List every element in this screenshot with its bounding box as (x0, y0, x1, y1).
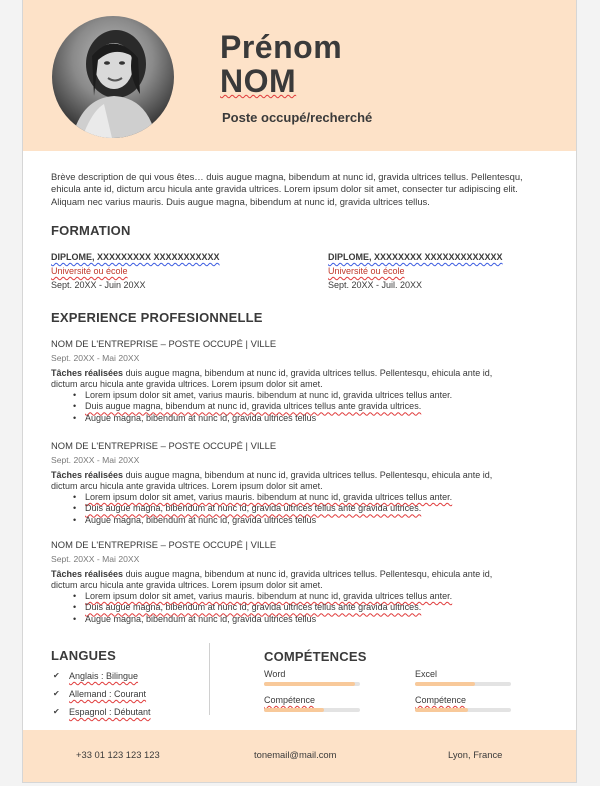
profile-photo (52, 16, 174, 138)
first-name: Prénom (220, 29, 343, 65)
job-desc-bold: Tâches réalisées (51, 569, 124, 579)
language-item: ✔ Anglais : Bilingue (53, 667, 151, 685)
intro-paragraph: Brève description de qui vous êtes… duis augue magna, bibendum at nunc id, gravida ultrices tellus. Pellentesqu, ehicula ante id, dictum arcu hicula ante gravida ultrices. Lorem ipsum dolor sit amet, consecter tur adipiscing elit. Aliquam nec varius mauris. Duis augue magna, bibendum at nunc id, gravida ultrices tellus. (51, 171, 523, 207)
job-title-text: Poste occupé/recherché (222, 110, 373, 125)
job-entry (51, 539, 521, 625)
job-bullet: • Duis augue magna, bibendum at nunc id, gravida ultrices tellus ante gravida ultrices. (85, 602, 521, 613)
skill-item (415, 669, 511, 686)
footer-email: tonemail@mail.com (254, 749, 337, 760)
job-entry (51, 440, 521, 526)
job-desc-text: duis augue magna, bibendum at nunc id, gravida ultrices tellus. Pellentesqu, ehicula ante id, dictum arcu hicula ante gravida ultrices. Lorem ipsum dolor sit amet. (51, 569, 493, 590)
job-bullet: • Duis augue magna, bibendum at nunc id, gravida ultrices tellus ante gravida ultrices. (85, 503, 521, 514)
job-heading: NOM DE L'ENTREPRISE – POSTE OCCUPÉ | VILLE (51, 539, 277, 550)
job-bullet: • Duis augue magna, bibendum at nunc id, gravida ultrices tellus ante gravida ultrices. (85, 401, 521, 412)
skill-bar-fill (415, 682, 475, 686)
education-degree: DIPLOME, XXXXXXXXX XXXXXXXXXXX (51, 252, 220, 262)
skill-item (415, 695, 511, 712)
education-dates: Sept. 20XX - Juil. 20XX (328, 280, 423, 290)
skill-label: Excel (415, 669, 438, 679)
languages-list (53, 667, 151, 721)
job-bullet: • Lorem ipsum dolor sit amet, varius mauris. bibendum at nunc id, gravida ultrices tellus anter. (85, 492, 521, 503)
skill-bar-fill (415, 708, 468, 712)
education-school: Université ou école (51, 266, 128, 276)
job-bullet: • Lorem ipsum dolor sit amet, varius mauris. bibendum at nunc id, gravida ultrices tellus anter. (85, 390, 521, 401)
job-desc-bold: Tâches réalisées (51, 470, 124, 480)
job-title (222, 110, 372, 125)
education-school: Université ou école (328, 266, 405, 276)
skill-bar (264, 682, 360, 686)
education-item (328, 250, 568, 292)
last-name: NOM (220, 63, 297, 99)
skill-bar (415, 682, 511, 686)
footer-phone: +33 01 123 123 123 (76, 749, 160, 760)
job-dates: Sept. 20XX - Mai 20XX (51, 353, 140, 363)
job-dates: Sept. 20XX - Mai 20XX (51, 554, 140, 564)
job-bullet: • Augue magna, bibendum at nunc id, gravida ultrices tellus (85, 515, 521, 526)
job-desc-bold: Tâches réalisées (51, 368, 124, 378)
footer-location: Lyon, France (448, 749, 503, 760)
skill-bar-fill (264, 682, 355, 686)
skill-item (264, 669, 360, 686)
job-bullet: • Lorem ipsum dolor sit amet, varius mauris. bibendum at nunc id, gravida ultrices tellus anter. (85, 591, 521, 602)
competences-title: COMPÉTENCES (264, 649, 367, 664)
skill-label: Compétence (264, 695, 316, 705)
skill-item (264, 695, 360, 712)
job-bullet: • Augue magna, bibendum at nunc id, gravida ultrices tellus (85, 413, 521, 424)
job-bullets (51, 390, 521, 424)
education-degree: DIPLOME, XXXXXXXX XXXXXXXXXXXXX (328, 252, 503, 262)
language-item: ✔ Espagnol : Débutant (53, 703, 151, 721)
section-divider (209, 643, 210, 715)
job-description (51, 368, 521, 390)
header-band (23, 0, 576, 151)
education-item (51, 250, 291, 292)
portrait-image (52, 16, 174, 138)
education-dates: Sept. 20XX - Juin 20XX (51, 280, 146, 290)
footer-band (23, 730, 576, 782)
job-desc-text: duis augue magna, bibendum at nunc id, gravida ultrices tellus. Pellentesqu, ehicula ante id, dictum arcu hicula ante gravida ultrices. Lorem ipsum dolor sit amet. (51, 368, 493, 389)
skill-bar (415, 708, 511, 712)
skill-bar (264, 708, 360, 712)
job-desc-text: duis augue magna, bibendum at nunc id, gravida ultrices tellus. Pellentesqu, ehicula ante id, dictum arcu hicula ante gravida ultrices. Lorem ipsum dolor sit amet. (51, 470, 493, 491)
job-bullet: • Augue magna, bibendum at nunc id, gravida ultrices tellus (85, 614, 521, 625)
skill-bar-fill (264, 708, 324, 712)
formation-title: FORMATION (51, 223, 131, 238)
language-item: ✔ Allemand : Courant (53, 685, 151, 703)
skill-label: Word (264, 669, 286, 679)
job-description (51, 470, 521, 492)
job-heading: NOM DE L'ENTREPRISE – POSTE OCCUPÉ | VILLE (51, 338, 277, 349)
skill-label: Compétence (415, 695, 467, 705)
job-bullets (51, 591, 521, 625)
experience-title: EXPERIENCE PROFESIONNELLE (51, 310, 263, 325)
job-bullets (51, 492, 521, 526)
resume-page (23, 0, 576, 782)
langues-title: LANGUES (51, 648, 116, 663)
job-description (51, 569, 521, 591)
job-heading: NOM DE L'ENTREPRISE – POSTE OCCUPÉ | VILLE (51, 440, 277, 451)
job-dates: Sept. 20XX - Mai 20XX (51, 455, 140, 465)
job-entry (51, 338, 521, 424)
